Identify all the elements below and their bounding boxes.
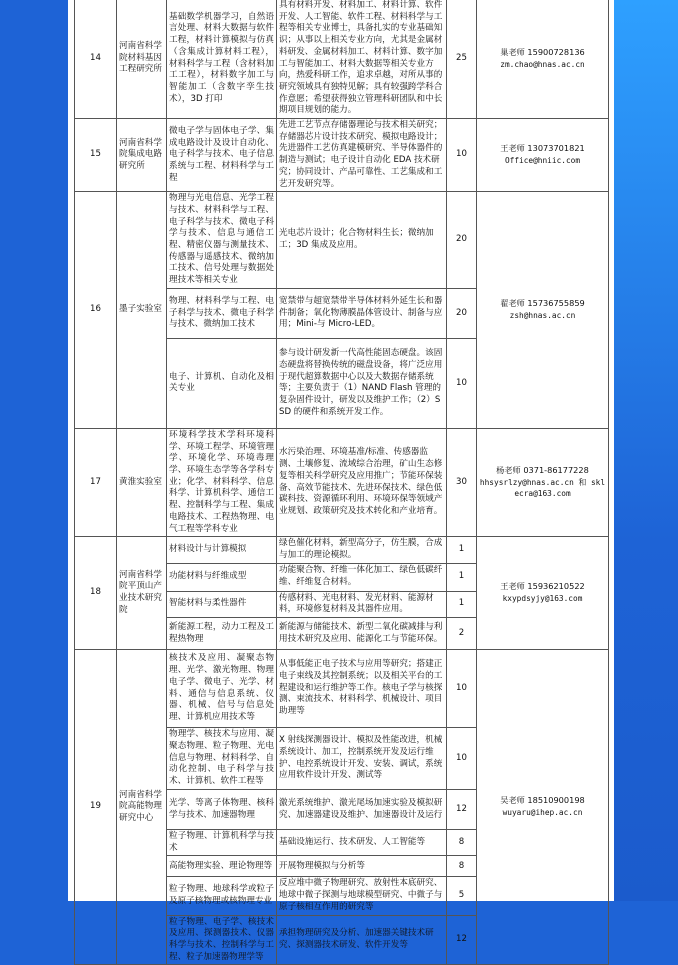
- research-direction: 水污染治理、环境基准/标准、传感器监测、土壤修复、流域综合治理，矿山生态修复等相关科学研究及应用推广；节能环保装备、高效节能技术、先进环保技术、绿色低碳科技、资源循环利用、环境环保等领域产业规划、政策研究及技术转化和产业培育。: [277, 428, 447, 536]
- institution-name: 河南省科学院集成电路研究所: [117, 119, 167, 192]
- row-number: 19: [75, 650, 117, 965]
- headcount: 8: [447, 856, 477, 877]
- research-direction: 反应堆中微子物理研究、放射性本底研究、地球中微子探测与地球模型研究、中微子与原子核相互作用的研究等: [277, 877, 447, 915]
- headcount: 25: [447, 0, 477, 119]
- research-direction: 参与设计研发新一代高性能固态硬盘。该固态硬盘将替换传统的磁盘设备，将广泛应用于现代超算数据中心以及大数据存储系统等；主要负责于（1）NAND Flash 管理的复杂固件设计，研发以及维护工作；（2）SSD 的硬件和系统开发工作。: [277, 338, 447, 428]
- research-direction: 功能聚合物、纤维一体化加工、绿色低碳纤维、纤维复合材料。: [277, 563, 447, 591]
- required-majors: 环境科学技术学科环境科学、环境工程学、环境管理学、环境化学、环境毒理学、环境生态学等各学科专业；化学、材料科学、信息科学、计算机科学、通信工程、控制科学与工程、集成电路技术、工程热物理、电气工程等学科专业: [167, 428, 277, 536]
- institution-name: 河南省科学院材料基因工程研究所: [117, 0, 167, 119]
- table-row: [75, 537, 609, 563]
- headcount: 30: [447, 428, 477, 536]
- headcount: 10: [447, 650, 477, 728]
- headcount: 10: [447, 728, 477, 790]
- headcount: 12: [447, 915, 477, 965]
- research-direction: 从事低能正电子技术与应用等研究；搭建正电子束线及其控制系统；以及相关平台的工程建设和运行维护等工作。核电子学与核探测、束流技术、材料科学、机械设计、项目助理等: [277, 650, 447, 728]
- institution-name: 河南省科学院高能物理研究中心: [117, 650, 167, 965]
- research-direction: 先进工艺节点存储器理论与技术相关研究；存储器芯片设计技术研究、模拟电路设计；先进器件工艺仿真建模研究、半导体器件的制造与测试；电子设计自动化 EDA 技术研究；协同设计、产品可靠性、工艺集成和工艺开发研究等。: [277, 119, 447, 192]
- row-number: 17: [75, 428, 117, 536]
- required-majors: 粒子物理、电子学、核技术及应用、探测器技术、仪器科学与技术、控制科学与工程、粒子加速器物理学等: [167, 915, 277, 965]
- research-direction: X 射线探测器设计、模拟及性能改进，机械系统设计、加工，控制系统开发及运行维护、电控系统设计开发、安装、调试，系统应用软件设计开发、测试等: [277, 728, 447, 790]
- table-row: [75, 428, 609, 536]
- contact-email: Office@hniic.com: [504, 156, 581, 166]
- background-accent: [608, 0, 678, 901]
- required-majors: 粒子物理、计算机科学与技术: [167, 830, 277, 856]
- recruitment-table: [74, 0, 609, 965]
- headcount: 2: [447, 618, 477, 650]
- contact-email: zm.chao@hnas.ac.cn: [500, 59, 585, 69]
- contact-name-phone: 吴老师 18510900198: [500, 795, 585, 806]
- required-majors: 核技术及应用、凝聚态物理、光学、激光物理、物理电子学、微电子、光学、材料、通信与信息系统、仪器、机械、信号与信息处理、计算机应用技术等: [167, 650, 277, 728]
- institution-name: 黄淮实验室: [117, 428, 167, 536]
- research-direction: 激光系统维护、激光尾场加速实验及模拟研究、加速器建设及维护、加速器设计及运行: [277, 790, 447, 830]
- required-majors: 光学、等离子体物理、核科学与技术、加速器物理: [167, 790, 277, 830]
- institution-name: 河南省科学院平顶山产业技术研究院: [117, 537, 167, 650]
- contact-info: [477, 192, 609, 429]
- institution-name: 墨子实验室: [117, 192, 167, 429]
- contact-name-phone: 巢老师 15900728136: [500, 46, 585, 57]
- table-row: [75, 192, 609, 289]
- contact-name-phone: 王老师 13073701821: [500, 143, 585, 154]
- table-row: [75, 119, 609, 192]
- required-majors: 微电子学与固体电子学、集成电路设计及设计自动化、电子科学与技术、电子信息系统与工程、材料科学与工程: [167, 119, 277, 192]
- headcount: 1: [447, 537, 477, 563]
- row-number: 14: [75, 0, 117, 119]
- headcount: 20: [447, 288, 477, 338]
- required-majors: 材料设计与计算模拟: [167, 537, 277, 563]
- table-row: [75, 0, 609, 119]
- required-majors: 物理与光电信息、光学工程与技术、材料科学与工程、电子科学与技术、微电子科学与技术、信息与通信工程、精密仪器与测量技术、传感器与遥感技术、微纳加工技术、信号处理与数据处理技术等相关专业: [167, 192, 277, 289]
- research-direction: 具有材料开发、材料加工、材料计算、软件开发、人工智能、软件工程、材料科学与工程等相关专业博士，具备扎实的专业基础知识；从事以上相关专业方向，尤其是金属材料研发、金属材料加工、材料计算、数字加工与智能加工、材料大数据等相关专业方向，热爱科研工作，追求卓越，对所从事的研究领域具有独特见解；具有较强跨学科合作意愿；希望获得独立管理科研团队和中长期项目规划的能力。: [277, 0, 447, 119]
- research-direction: 开展物理模拟与分析等: [277, 856, 447, 877]
- research-direction: 光电芯片设计；化合物材料生长；微纳加工；3D 集成及应用。: [277, 192, 447, 289]
- document-sheet: [68, 0, 614, 962]
- research-direction: 基础设施运行、技术研发、人工智能等: [277, 830, 447, 856]
- headcount: 5: [447, 877, 477, 915]
- headcount: 20: [447, 192, 477, 289]
- required-majors: 功能材料与纤维成型: [167, 563, 277, 591]
- contact-info: [477, 537, 609, 650]
- contact-info: [477, 428, 609, 536]
- research-direction: 绿色催化材料，新型高分子，仿生膜，合成与加工的理论模拟。: [277, 537, 447, 563]
- required-majors: 新能源工程，动力工程及工程热物理: [167, 618, 277, 650]
- contact-email: wuyaru@ihep.ac.cn: [502, 808, 583, 818]
- headcount: 12: [447, 790, 477, 830]
- required-majors: 物理学、核技术与应用、凝聚态物理、粒子物理、光电信息与物理、材料科学、自动化控制、电子科学与技术、计算机、软件工程等: [167, 728, 277, 790]
- row-number: 16: [75, 192, 117, 429]
- research-direction: 新能源与储能技术、新型二氧化碳减排与利用技术研究及应用、能源化工与节能环保。: [277, 618, 447, 650]
- research-direction: 承担物理研究及分析、加速器关键技术研究、探测器技术研发、软件开发等: [277, 915, 447, 965]
- contact-info: [477, 0, 609, 119]
- contact-email: hhsysrlzy@hnas.ac.cn 和 sklecra@163.com: [479, 477, 606, 499]
- headcount: 8: [447, 830, 477, 856]
- research-direction: 宽禁带与超宽禁带半导体材料外延生长和器件制备；氧化物薄膜晶体管设计、制备与应用；Mini-与 Micro-LED。: [277, 288, 447, 338]
- headcount: 10: [447, 119, 477, 192]
- required-majors: 高能物理实验、理论物理等: [167, 856, 277, 877]
- required-majors: 电子、计算机、自动化及相关专业: [167, 338, 277, 428]
- contact-email: zsh@hnas.ac.cn: [509, 311, 576, 321]
- required-majors: 粒子物理、地球科学或粒子及原子核物理或核物理专业: [167, 877, 277, 915]
- headcount: 1: [447, 563, 477, 591]
- research-direction: 传感材料、光电材料、发光材料、能源材料，环境修复材料及其器件应用。: [277, 591, 447, 617]
- headcount: 10: [447, 338, 477, 428]
- contact-email: kxypdsyjy@163.com: [502, 594, 583, 604]
- row-number: 15: [75, 119, 117, 192]
- contact-name-phone: 翟老师 15736755859: [500, 298, 585, 309]
- required-majors: 物理、材料科学与工程、电子科学与技术、微电子科学与技术、微纳加工技术: [167, 288, 277, 338]
- contact-name-phone: 王老师 15936210522: [500, 581, 585, 592]
- contact-name-phone: 杨老师 0371-86177228: [496, 464, 589, 475]
- headcount: 1: [447, 591, 477, 617]
- required-majors: 智能材料与柔性器件: [167, 591, 277, 617]
- required-majors: 基础数学机器学习，自然语言处理、材料大数据与软件工程，材料计算模拟与仿真（含集成计算材料工程），材料科学与工程（含材料加工工程），材料数字加工与智能加工（含数字孪生技术），3D 打印: [167, 0, 277, 119]
- contact-info: [477, 650, 609, 965]
- table-row: [75, 650, 609, 728]
- contact-info: [477, 119, 609, 192]
- row-number: 18: [75, 537, 117, 650]
